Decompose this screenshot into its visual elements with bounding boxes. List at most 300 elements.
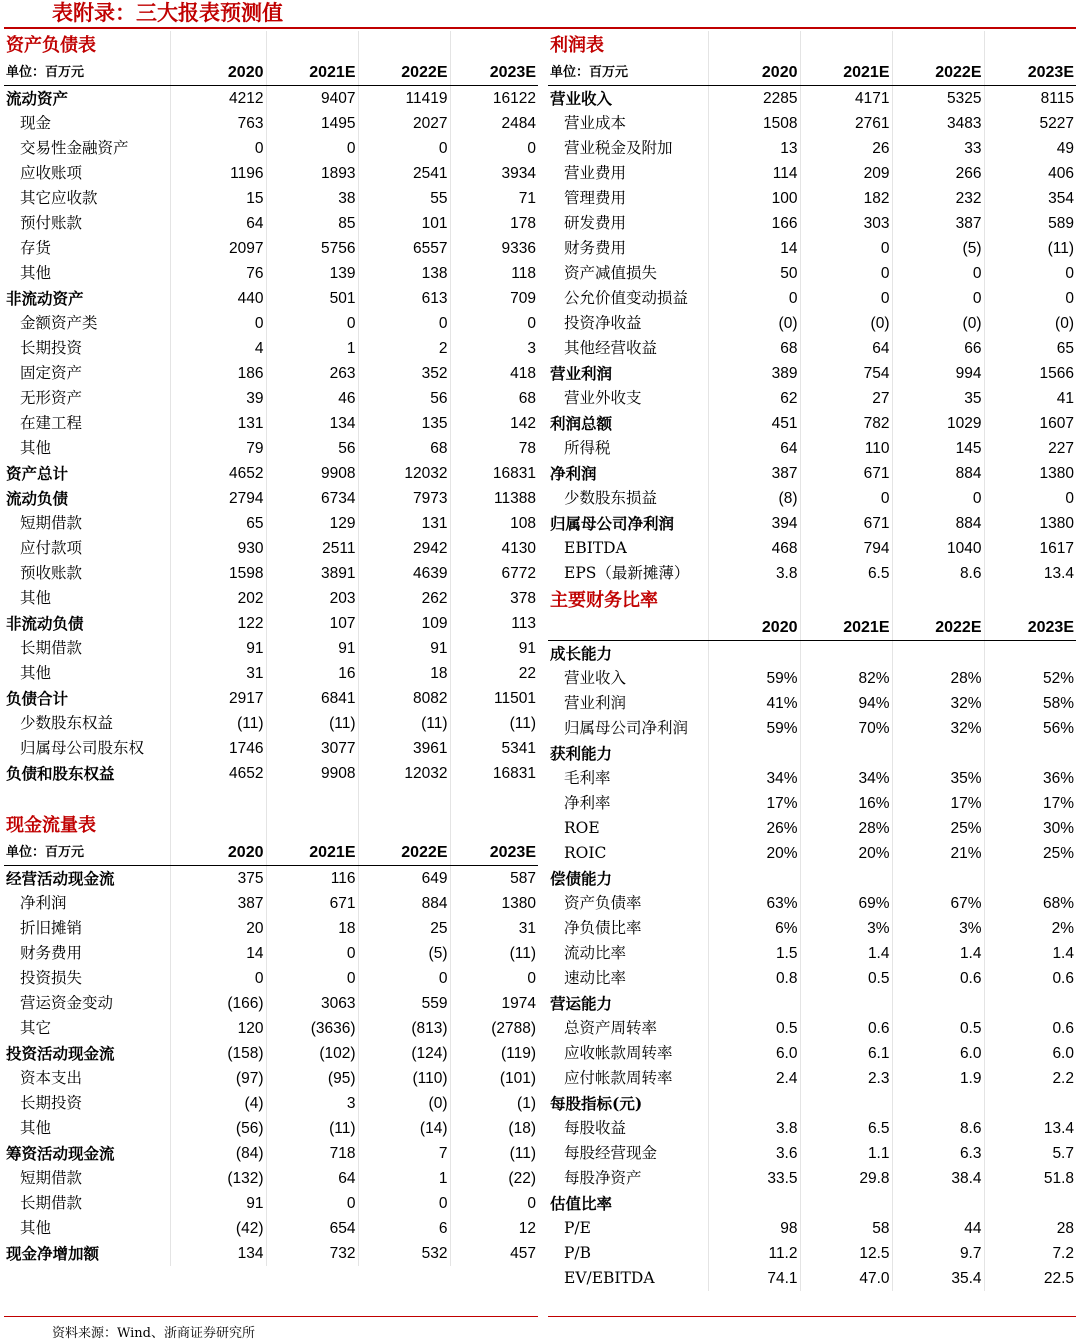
row-label: ROIC (548, 841, 708, 866)
row-label: 资产负债率 (548, 891, 708, 916)
table-row (4, 891, 538, 916)
row-label: 净利润 (548, 461, 708, 486)
value-cell: 145 (892, 436, 984, 461)
value-cell: 532 (358, 1241, 450, 1266)
row-label: 少数股东损益 (548, 486, 708, 511)
value-cell: 709 (510, 290, 536, 307)
value-cell: 0 (527, 970, 536, 987)
value-cell: (11) (266, 1116, 358, 1141)
blank-cell (266, 811, 358, 840)
value-cell: 20% (708, 841, 800, 866)
value-cell: 134 (266, 411, 358, 436)
table-row (4, 461, 538, 486)
income-ratio-table (548, 31, 1076, 1291)
row-label: 其他 (4, 661, 170, 686)
value-cell: 76 (170, 261, 266, 286)
value-cell: 131 (170, 411, 266, 436)
value-cell: 994 (892, 361, 984, 386)
row-label: 管理费用 (548, 186, 708, 211)
year-header: 2021E (266, 840, 358, 866)
row-label: 营业收入 (548, 86, 708, 112)
table-row (4, 661, 538, 686)
value-cell: 29.8 (800, 1166, 892, 1191)
table-row (4, 1141, 538, 1166)
table-row (4, 1191, 538, 1216)
row-label: 折旧摊销 (4, 916, 170, 941)
value-cell: 34% (800, 766, 892, 791)
value-cell: 1.4 (892, 941, 984, 966)
value-cell: 0 (800, 236, 892, 261)
row-label: 少数股东权益 (4, 711, 170, 736)
value-cell: 36% (1042, 770, 1074, 787)
table-row (548, 966, 1076, 991)
row-label: 非流动资产 (4, 286, 170, 311)
table-row (548, 1016, 1076, 1041)
table-row (4, 966, 538, 991)
value-cell: 18 (358, 661, 450, 686)
row-label: 预收账款 (4, 561, 170, 586)
value-cell: 1029 (892, 411, 984, 436)
row-label: 利润总额 (548, 411, 708, 436)
value-cell: 9407 (266, 86, 358, 112)
row-label: 每股指标(元) (548, 1091, 708, 1116)
value-cell: 41 (1056, 390, 1074, 407)
table-row (548, 1266, 1076, 1291)
row-label: 流动资产 (4, 86, 170, 112)
row-label: 资产总计 (4, 461, 170, 486)
value-cell: 501 (266, 286, 358, 311)
value-cell (800, 866, 892, 891)
table-row (4, 636, 538, 661)
value-cell: 352 (358, 361, 450, 386)
value-cell (984, 866, 1076, 891)
blank-cell (984, 586, 1076, 615)
value-cell: 0.6 (1052, 1020, 1074, 1037)
value-cell: 11.2 (708, 1241, 800, 1266)
value-cell: 1196 (170, 161, 266, 186)
value-cell: 1746 (170, 736, 266, 761)
value-cell: 884 (892, 461, 984, 486)
row-label: 流动负债 (4, 486, 170, 511)
value-cell: 2027 (358, 111, 450, 136)
row-label: EPS（最新摊薄） (548, 561, 708, 586)
value-cell: (2788) (491, 1020, 536, 1037)
value-cell: 22.5 (1043, 1270, 1074, 1287)
value-cell: 13 (708, 136, 800, 161)
table-row (4, 536, 538, 561)
table-row (548, 211, 1076, 236)
table-row (548, 411, 1076, 436)
value-cell: 406 (1048, 165, 1074, 182)
value-cell: 3% (892, 916, 984, 941)
table-row (4, 686, 538, 711)
table-row (4, 436, 538, 461)
bottom-divider-right (548, 1316, 1076, 1317)
value-cell: (132) (170, 1166, 266, 1191)
value-cell (708, 991, 800, 1016)
table-row (4, 186, 538, 211)
value-cell: 14 (170, 941, 266, 966)
value-cell: 2.2 (1052, 1070, 1074, 1087)
value-cell: 4 (170, 336, 266, 361)
value-cell: 1508 (708, 111, 800, 136)
value-cell (892, 741, 984, 766)
row-label: EBITDA (548, 536, 708, 561)
table-row (4, 866, 538, 892)
value-cell: 3483 (892, 111, 984, 136)
value-cell: 0.5 (892, 1016, 984, 1041)
row-label: 净利率 (548, 791, 708, 816)
value-cell: 387 (170, 891, 266, 916)
row-label: 负债和股东权益 (4, 761, 170, 786)
value-cell: (0) (800, 311, 892, 336)
value-cell: 9336 (501, 240, 536, 257)
value-cell (892, 641, 984, 667)
value-cell: (124) (358, 1041, 450, 1066)
value-cell: 13.4 (1043, 1120, 1074, 1137)
table-row (548, 286, 1076, 311)
row-label: 长期借款 (4, 636, 170, 661)
row-label: 长期投资 (4, 336, 170, 361)
value-cell: 2794 (170, 486, 266, 511)
value-cell: 451 (708, 411, 800, 436)
value-cell: 31 (170, 661, 266, 686)
row-label: 其他 (4, 261, 170, 286)
value-cell: (42) (170, 1216, 266, 1241)
table-row (4, 361, 538, 386)
row-label: EV/EBITDA (548, 1266, 708, 1291)
table-row (548, 186, 1076, 211)
value-cell: 589 (1048, 215, 1074, 232)
value-cell: 0.8 (708, 966, 800, 991)
page-title: 表附录：三大报表预测值 (52, 1, 283, 25)
value-cell: 1.9 (892, 1066, 984, 1091)
value-cell: (4) (170, 1091, 266, 1116)
row-label: 交易性金融资产 (4, 136, 170, 161)
value-cell: 142 (510, 415, 536, 432)
value-cell: 1380 (1039, 465, 1074, 482)
value-cell: 1380 (501, 895, 536, 912)
row-label: 财务费用 (548, 236, 708, 261)
table-row (4, 1066, 538, 1091)
blank-cell (708, 586, 800, 615)
table-row (548, 791, 1076, 816)
value-cell: 794 (800, 536, 892, 561)
row-label: 其他 (4, 586, 170, 611)
table-row (548, 1091, 1076, 1116)
table-row (4, 1166, 538, 1191)
table-row (4, 111, 538, 136)
table-row (4, 161, 538, 186)
value-cell: 91 (518, 640, 536, 657)
value-cell (708, 741, 800, 766)
table-row (548, 1141, 1076, 1166)
value-cell: 70% (800, 716, 892, 741)
value-cell: 0 (170, 966, 266, 991)
value-cell: 8.6 (892, 561, 984, 586)
blank-cell (266, 31, 358, 60)
value-cell: 1617 (1039, 540, 1074, 557)
value-cell: 129 (266, 511, 358, 536)
table-row (4, 211, 538, 236)
value-cell: 613 (358, 286, 450, 311)
value-cell: 0.5 (800, 966, 892, 991)
value-cell: 56 (358, 386, 450, 411)
value-cell: 3063 (266, 991, 358, 1016)
table-row (548, 311, 1076, 336)
row-label: 应收账项 (4, 161, 170, 186)
row-label: 归属母公司净利润 (548, 511, 708, 536)
value-cell: 35% (892, 766, 984, 791)
value-cell: 91 (266, 636, 358, 661)
value-cell: 68% (1042, 895, 1074, 912)
value-cell: 930 (170, 536, 266, 561)
value-cell: 0 (1065, 290, 1074, 307)
value-cell: 8082 (358, 686, 450, 711)
value-cell: 0 (800, 261, 892, 286)
value-cell: 3.8 (708, 1116, 800, 1141)
value-cell: 2097 (170, 236, 266, 261)
row-label: 流动比率 (548, 941, 708, 966)
value-cell: 113 (511, 615, 536, 632)
spacer-row (4, 786, 538, 811)
blank-cell (800, 586, 892, 615)
value-cell: 186 (170, 361, 266, 386)
value-cell: 0 (800, 486, 892, 511)
table-row (4, 511, 538, 536)
value-cell: 2.3 (800, 1066, 892, 1091)
value-cell: 65 (170, 511, 266, 536)
table-row (4, 1016, 538, 1041)
row-label: 长期借款 (4, 1191, 170, 1216)
value-cell: 387 (892, 211, 984, 236)
value-cell: 0 (527, 315, 536, 332)
value-cell: (0) (892, 311, 984, 336)
value-cell: 28 (1056, 1220, 1074, 1237)
value-cell: (11) (170, 711, 266, 736)
row-label: 成长能力 (548, 641, 708, 667)
value-cell: 1598 (170, 561, 266, 586)
value-cell: 32% (892, 691, 984, 716)
value-cell: 122 (170, 611, 266, 636)
blank-cell (170, 31, 266, 60)
blank-cell (358, 786, 450, 811)
value-cell: (0) (708, 311, 800, 336)
income-header-row (548, 60, 1076, 86)
year-header: 2022E (892, 615, 984, 641)
value-cell: 32% (892, 716, 984, 741)
table-row (548, 991, 1076, 1016)
table-row (548, 236, 1076, 261)
row-label: 毛利率 (548, 766, 708, 791)
row-label: 营运资金变动 (4, 991, 170, 1016)
blank-cell (170, 811, 266, 840)
value-cell: 38.4 (892, 1166, 984, 1191)
cashflow-header-row (4, 840, 538, 866)
value-cell: 1.4 (800, 941, 892, 966)
table-row (4, 336, 538, 361)
blank-cell (358, 31, 450, 60)
row-label: 其他 (4, 1216, 170, 1241)
value-cell: 4652 (170, 761, 266, 786)
value-cell: 266 (892, 161, 984, 186)
value-cell: 375 (170, 866, 266, 892)
year-header: 2020 (708, 60, 800, 86)
table-row (548, 1041, 1076, 1066)
value-cell: 16831 (492, 465, 536, 482)
row-label: 其它应收款 (4, 186, 170, 211)
value-cell: 16831 (492, 765, 536, 782)
value-cell: 2.4 (708, 1066, 800, 1091)
value-cell: 6.5 (800, 1116, 892, 1141)
value-cell: 457 (510, 1245, 536, 1262)
value-cell: 1 (358, 1166, 450, 1191)
value-cell: 109 (358, 611, 450, 636)
value-cell: (102) (266, 1041, 358, 1066)
value-cell: (110) (358, 1066, 450, 1091)
value-cell: 468 (708, 536, 800, 561)
value-cell: 884 (358, 891, 450, 916)
value-cell (892, 1091, 984, 1116)
year-header: 2023E (984, 60, 1076, 86)
table-row (4, 761, 538, 786)
table-row (4, 411, 538, 436)
table-row (4, 1116, 538, 1141)
value-cell: 4639 (358, 561, 450, 586)
value-cell: 59% (708, 666, 800, 691)
value-cell: 12032 (358, 461, 450, 486)
row-label: 营业利润 (548, 691, 708, 716)
year-header: 2022E (358, 60, 450, 86)
value-cell: (158) (170, 1041, 266, 1066)
value-cell: 20 (170, 916, 266, 941)
value-cell: 2 (358, 336, 450, 361)
value-cell (800, 641, 892, 667)
row-label: 公允价值变动损益 (548, 286, 708, 311)
value-cell: (11) (509, 715, 536, 732)
value-cell: 74.1 (708, 1266, 800, 1291)
value-cell: 35 (892, 386, 984, 411)
row-label: 预付账款 (4, 211, 170, 236)
value-cell (800, 1191, 892, 1216)
value-cell: (8) (708, 486, 800, 511)
row-label: 应付款项 (4, 536, 170, 561)
value-cell: 9908 (266, 461, 358, 486)
value-cell: 11501 (494, 690, 536, 707)
value-cell (984, 641, 1076, 667)
ratios-section-title-row (548, 586, 1076, 615)
value-cell: 0.5 (708, 1016, 800, 1041)
row-label: 营运能力 (548, 991, 708, 1016)
table-row (548, 1241, 1076, 1266)
table-row (4, 386, 538, 411)
table-row (4, 991, 538, 1016)
table-row (548, 261, 1076, 286)
value-cell: 38 (266, 186, 358, 211)
bottom-divider-left (4, 1316, 538, 1317)
value-cell: 0.6 (800, 1016, 892, 1041)
value-cell: 3077 (266, 736, 358, 761)
value-cell: 17% (892, 791, 984, 816)
table-row (4, 236, 538, 261)
value-cell: 418 (510, 365, 536, 382)
income-section-title-row (548, 31, 1076, 60)
value-cell: 3 (266, 1091, 358, 1116)
ratios-section-title: 主要财务比率 (548, 586, 708, 615)
value-cell: (101) (499, 1070, 536, 1087)
blank-cell (4, 786, 170, 811)
row-label: 偿债能力 (548, 866, 708, 891)
value-cell: 389 (708, 361, 800, 386)
row-label: 无形资产 (4, 386, 170, 411)
value-cell: 0.6 (1052, 970, 1074, 987)
cashflow-unit-label: 单位：百万元 (4, 840, 170, 866)
table-row (4, 1091, 538, 1116)
table-row (4, 311, 538, 336)
value-cell: 79 (170, 436, 266, 461)
row-label: 非流动负债 (4, 611, 170, 636)
source-note: 资料来源：Wind、浙商证券研究所 (52, 1326, 255, 1341)
cashflow-section-title-row (4, 811, 538, 840)
value-cell: (166) (170, 991, 266, 1016)
income-unit-label: 单位：百万元 (548, 60, 708, 86)
value-cell: 67% (892, 891, 984, 916)
blank-cell (708, 31, 800, 60)
table-row (548, 336, 1076, 361)
table-row (4, 916, 538, 941)
value-cell: 51.8 (1043, 1170, 1074, 1187)
value-cell: 17% (1042, 795, 1074, 812)
value-cell: 59% (708, 716, 800, 741)
value-cell: 654 (266, 1216, 358, 1241)
value-cell: 1.1 (800, 1141, 892, 1166)
value-cell: 110 (800, 436, 892, 461)
value-cell: 91 (170, 636, 266, 661)
value-cell: 6841 (266, 686, 358, 711)
value-cell: 1495 (266, 111, 358, 136)
value-cell: 2761 (800, 111, 892, 136)
table-row (548, 1116, 1076, 1141)
value-cell (984, 1191, 1076, 1216)
value-cell: 5.7 (1052, 1145, 1074, 1162)
value-cell: 30% (1042, 820, 1074, 837)
value-cell: 33.5 (708, 1166, 800, 1191)
row-label: 短期借款 (4, 1166, 170, 1191)
value-cell: 3% (800, 916, 892, 941)
value-cell: 354 (1048, 190, 1074, 207)
value-cell: 64 (170, 211, 266, 236)
value-cell: (14) (358, 1116, 450, 1141)
table-row (548, 161, 1076, 186)
balance-header-row (4, 60, 538, 86)
value-cell: 0 (1065, 490, 1074, 507)
value-cell: 6.1 (800, 1041, 892, 1066)
row-label: P/B (548, 1241, 708, 1266)
row-label: 获利能力 (548, 741, 708, 766)
table-row (548, 111, 1076, 136)
year-header: 2020 (170, 840, 266, 866)
value-cell: 7 (358, 1141, 450, 1166)
value-cell: 68 (708, 336, 800, 361)
value-cell: 55 (358, 186, 450, 211)
table-row (4, 711, 538, 736)
table-row (548, 386, 1076, 411)
value-cell: 4130 (501, 540, 536, 557)
row-label: 净利润 (4, 891, 170, 916)
value-cell: 178 (510, 215, 536, 232)
value-cell: 56% (1042, 720, 1074, 737)
value-cell: 3934 (501, 165, 536, 182)
